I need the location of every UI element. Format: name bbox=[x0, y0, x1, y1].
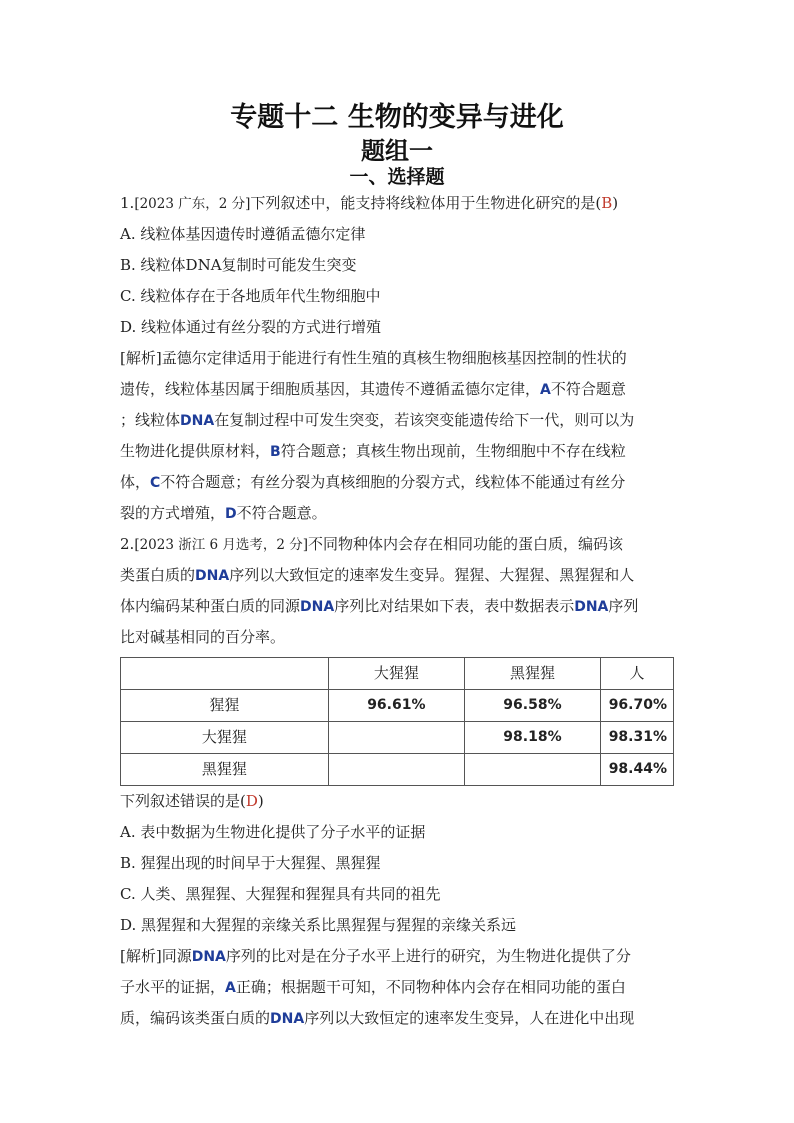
table-cell: 98.31% bbox=[601, 722, 674, 754]
q1-explanation: [解析]孟德尔定律适用于能进行有性生殖的真核生物细胞核基因控制的性状的 遗传，线粒体基因属于细胞质基因，其遗传不遵循孟德尔定律，A不符合题意 ；线粒体DNA在复制过程中可发生突变，若该突变能遗传给下一代，则可以为 生物进化提供原材料，B符合题意；真核生物出现前，生物细胞中不存在线粒 体，C不符合题意；有丝分裂为真核细胞的分裂方式，线粒体不能通过有丝分 裂的方式增殖，D不符合题意。 bbox=[120, 349, 635, 522]
q2-option-c: C. 人类、黑猩猩、大猩猩和猩猩具有共同的祖先 bbox=[120, 885, 441, 903]
table-header-cell: 大猩猩 bbox=[328, 658, 464, 690]
table-header-row bbox=[121, 658, 674, 690]
question-content: 1.[2023 广东，2 分]下列叙述中，能支持将线粒体用于生物进化研究的是(B) A. 线粒体基因遗传时遵循孟德尔定律 B. 线粒体DNA复制时可能发生突变 C. 线粒体存在于各地质年代生物细胞中 D. 线粒体通过有丝分裂的方式进行增殖 [解析]孟德尔定律适用于能进行有性生殖的真核生物细胞核基因控制的性状的 遗传，线粒体基因属于细胞质基因，其遗传不遵循孟德尔定律，A不符合题意 ；线粒体DNA在复制过程中可发生突变，若该突变能遗传给下一代，则可以为 生物进化提供原材料，B符合题意；真核生物出现前，生物细胞中不存在线粒 体，C不符合题意；有丝分裂为真核细胞的分裂方式，线粒体不能通过有丝分 裂的方式增殖，D不符合题意。 2.[2023 浙江 6 月选考，2 分]不同物种体内会存在相同功能的蛋白质，编码该 类蛋白质的DNA序列以大致恒定的速率发生变异。猩猩、大猩猩、黑猩猩和人 体内编码某种蛋白质的同源DNA序列比对结果如下表，表中数据表示DNA序列 比对碱基相同的百分率。 大猩猩 黑猩猩 人 猩猩 96.61% 96.58% 96.70% 大猩猩 98.18% 98.31% 黑猩猩 98.44% 下列叙述错误的是(D) A. 表中数据为生物进化提供了分子水平的证据 B. 猩猩出现的时间早于大猩猩、黑猩猩 C. 人类、黑猩猩、大猩猩和猩猩具有共同的祖先 D. 黑猩猩和大猩猩的亲缘关系比黑猩猩与猩猩的亲缘关系远 [解析]同源DNA序列的比对是在分子水平上进行的研究，为生物进化提供了分 子水平的证据，A正确；根据题干可知，不同物种体内会存在相同功能的蛋白 质，编码该类蛋白质的DNA序列以大致恒定的速率发生变异，人在进化中出现 bbox=[120, 188, 668, 1034]
dna-comparison-table bbox=[120, 657, 674, 786]
table-cell: 96.70% bbox=[601, 690, 674, 722]
table-row bbox=[121, 690, 674, 722]
table-cell bbox=[328, 754, 464, 786]
table-cell bbox=[328, 722, 464, 754]
q2-stem: 2.[2023 浙江 6 月选考，2 分]不同物种体内会存在相同功能的蛋白质，编码该 bbox=[120, 535, 624, 553]
table-row bbox=[121, 722, 674, 754]
table-cell: 98.18% bbox=[464, 722, 600, 754]
q1-answer: B bbox=[601, 194, 613, 212]
q2-explanation: [解析]同源DNA序列的比对是在分子水平上进行的研究，为生物进化提供了分 子水平的证据，A正确；根据题干可知，不同物种体内会存在相同功能的蛋白 质，编码该类蛋白质的DNA序列以大致恒定的速率发生变异，人在进化中出现 bbox=[120, 947, 635, 1027]
q1-option-a: A. 线粒体基因遗传时遵循孟德尔定律 bbox=[120, 225, 366, 243]
q1-option-d: D. 线粒体通过有丝分裂的方式进行增殖 bbox=[120, 318, 382, 336]
section-heading: 一、选择题 bbox=[349, 166, 445, 188]
q2-option-d: D. 黑猩猩和大猩猩的亲缘关系比黑猩猩与猩猩的亲缘关系远 bbox=[120, 916, 517, 934]
page-subtitle: 题组一 bbox=[361, 136, 433, 165]
table-cell: 96.61% bbox=[328, 690, 464, 722]
table-cell: 猩猩 bbox=[121, 690, 329, 722]
q2-option-a: A. 表中数据为生物进化提供了分子水平的证据 bbox=[120, 823, 426, 841]
q1-stem: 1.[2023 广东，2 分]下列叙述中，能支持将线粒体用于生物进化研究的是(B) bbox=[120, 194, 619, 212]
q2-option-b: B. 猩猩出现的时间早于大猩猩、黑猩猩 bbox=[120, 854, 381, 872]
q2-answer: D bbox=[245, 792, 258, 810]
q2-ask: 下列叙述错误的是(D) bbox=[120, 792, 264, 810]
q1-option-b: B. 线粒体DNA复制时可能发生突变 bbox=[120, 256, 357, 274]
table-row bbox=[121, 754, 674, 786]
table-cell: 96.58% bbox=[464, 690, 600, 722]
table-cell bbox=[464, 754, 600, 786]
page-title: 专题十二 生物的变异与进化 bbox=[230, 102, 564, 133]
q1-option-c: C. 线粒体存在于各地质年代生物细胞中 bbox=[120, 287, 381, 305]
table-cell: 98.44% bbox=[601, 754, 674, 786]
table-header-cell bbox=[121, 658, 329, 690]
table-cell: 黑猩猩 bbox=[121, 754, 329, 786]
table-header-cell: 人 bbox=[601, 658, 674, 690]
table-header-cell: 黑猩猩 bbox=[464, 658, 600, 690]
table-cell: 大猩猩 bbox=[121, 722, 329, 754]
